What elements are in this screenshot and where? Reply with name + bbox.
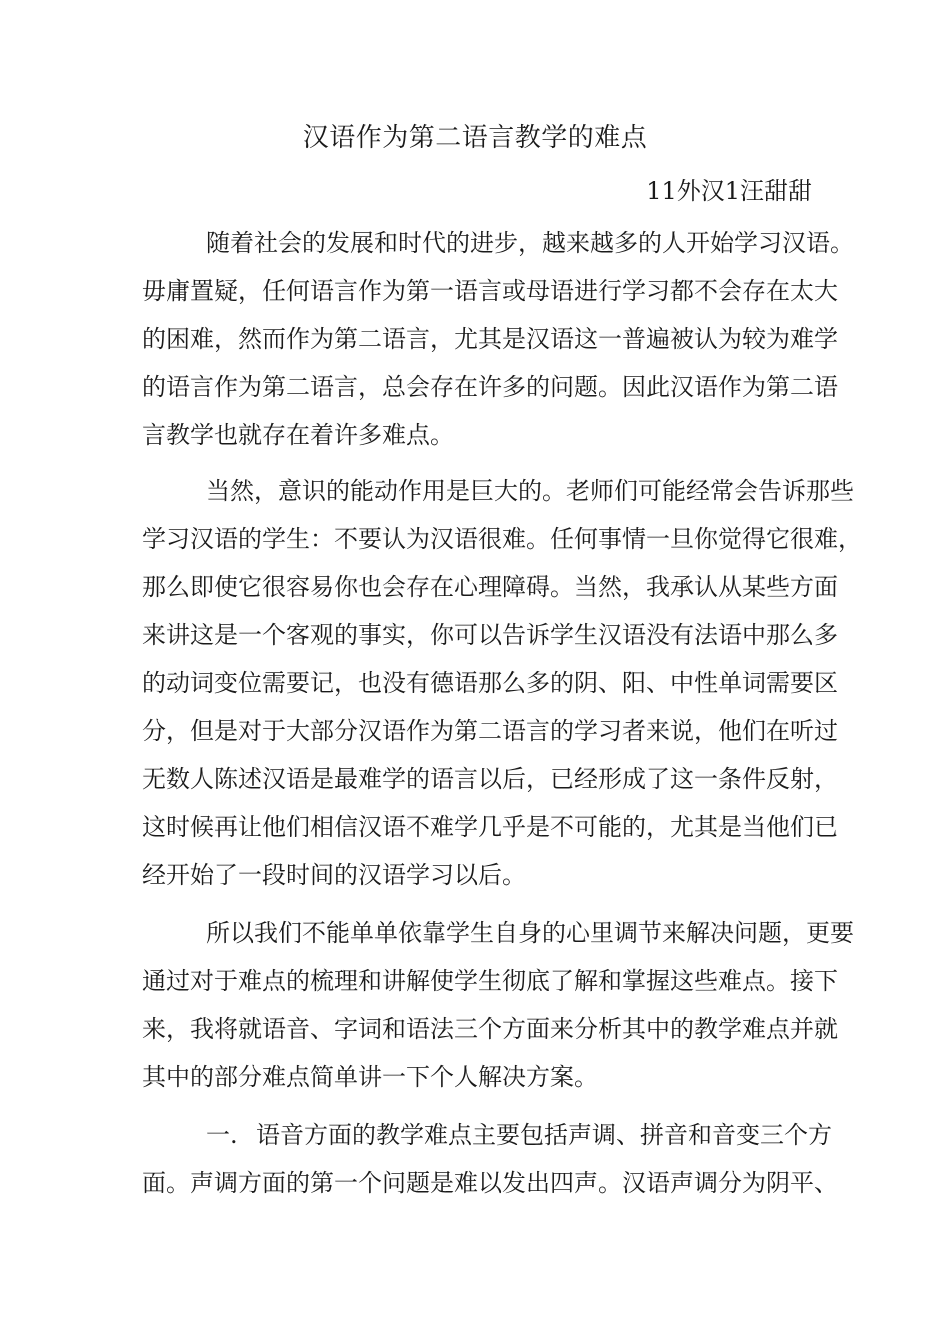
document-title: 汉语作为第二语言教学的难点 bbox=[302, 123, 648, 153]
author-line: 11外汉1汪甜甜 bbox=[646, 177, 812, 205]
paragraph-2-line-8: 这时候再让他们相信汉语不难学几乎是不可能的，尤其是当他们已 bbox=[142, 813, 838, 841]
paragraph-1-line-3: 的困难，然而作为第二语言，尤其是汉语这一普遍被认为较为难学 bbox=[142, 325, 838, 353]
paragraph-2-line-3: 那么即使它很容易你也会存在心理障碍。当然，我承认从某些方面 bbox=[142, 573, 838, 601]
paragraph-2-line-1: 当然，意识的能动作用是巨大的。老师们可能经常会告诉那些 bbox=[206, 477, 854, 505]
paragraph-2-line-6: 分，但是对于大部分汉语作为第二语言的学习者来说，他们在听过 bbox=[142, 717, 838, 745]
list-marker: 一. bbox=[206, 1121, 238, 1149]
paragraph-3-line-3: 来，我将就语音、字词和语法三个方面来分析其中的教学难点并就 bbox=[142, 1015, 838, 1043]
paragraph-3-line-2: 通过对于难点的梳理和讲解使学生彻底了解和掌握这些难点。接下 bbox=[142, 967, 838, 995]
paragraph-2-line-5: 的动词变位需要记，也没有德语那么多的阴、阳、中性单词需要区 bbox=[142, 669, 838, 697]
paragraph-2-line-2: 学习汉语的学生：不要认为汉语很难。任何事情一旦你觉得它很难， bbox=[142, 525, 862, 553]
list-item-first-line: 语音方面的教学难点主要包括声调、拼音和音变三个方 bbox=[256, 1121, 832, 1149]
paragraph-1-line-2: 毋庸置疑，任何语言作为第一语言或母语进行学习都不会存在太大 bbox=[142, 277, 838, 305]
paragraph-2-line-4: 来讲这是一个客观的事实，你可以告诉学生汉语没有法语中那么多 bbox=[142, 621, 838, 649]
paragraph-1-line-4: 的语言作为第二语言，总会存在许多的问题。因此汉语作为第二语 bbox=[142, 373, 838, 401]
paragraph-3-line-4: 其中的部分难点简单讲一下个人解决方案。 bbox=[142, 1063, 598, 1091]
paragraph-3-line-1: 所以我们不能单单依靠学生自身的心里调节来解决问题，更要 bbox=[206, 919, 854, 947]
list-item-continuation: 面。声调方面的第一个问题是难以发出四声。汉语声调分为阴平、 bbox=[142, 1169, 838, 1197]
list-item-1 bbox=[206, 1118, 832, 1152]
paragraph-2-line-7: 无数人陈述汉语是最难学的语言以后，已经形成了这一条件反射， bbox=[142, 765, 838, 793]
paragraph-1-line-5: 言教学也就存在着许多难点。 bbox=[142, 421, 454, 449]
paragraph-1-line-1: 随着社会的发展和时代的进步，越来越多的人开始学习汉语。 bbox=[206, 229, 854, 257]
paragraph-2-line-9: 经开始了一段时间的汉语学习以后。 bbox=[142, 861, 526, 889]
